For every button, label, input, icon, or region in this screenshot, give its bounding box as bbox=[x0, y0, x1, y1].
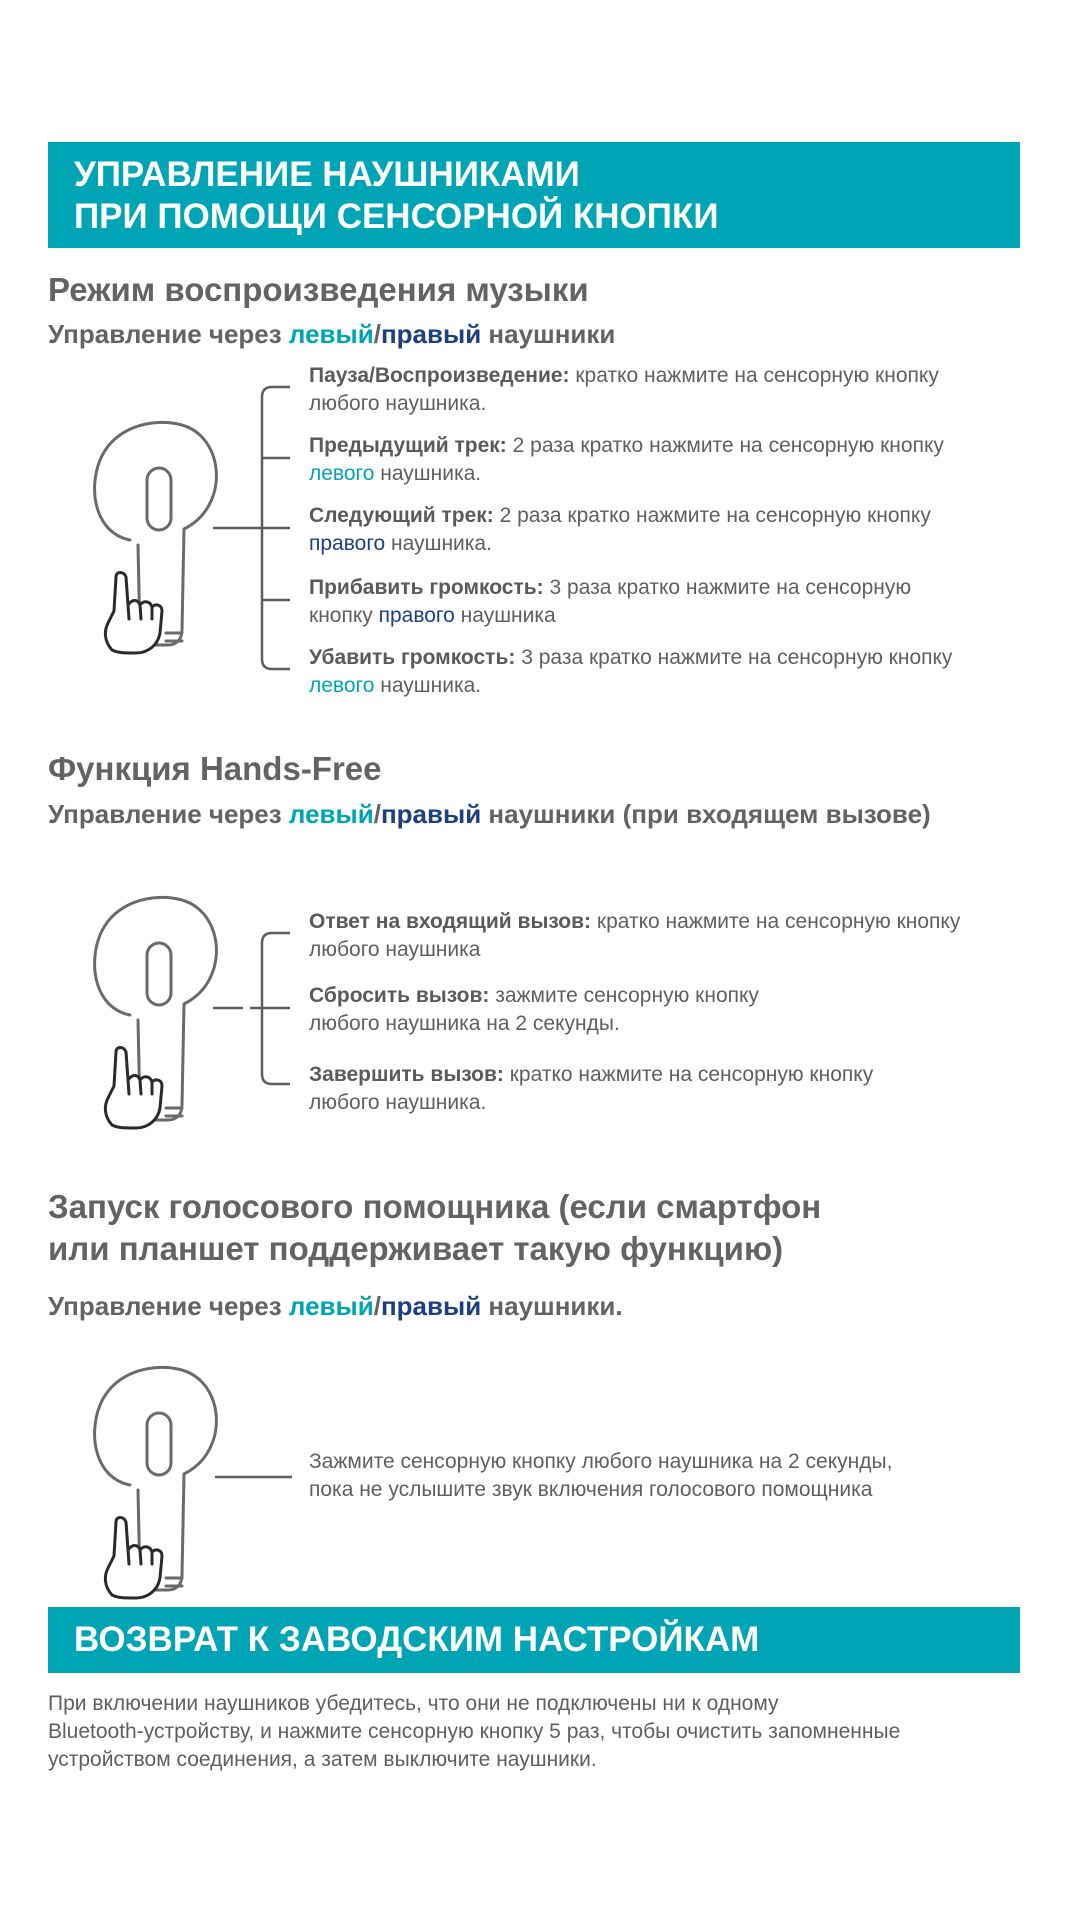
item-text-line2: наушника. bbox=[385, 532, 492, 555]
item-text-line2: наушника. bbox=[374, 674, 482, 697]
handsfree-section-title: Функция Hands-Free bbox=[48, 750, 382, 787]
reset-line-2: Bluetooth-устройству, и нажмите сенсорную кнопку 5 раз, чтобы очистить запомненные bbox=[48, 1720, 901, 1743]
item-text: кратко нажмите на сенсорную кнопку bbox=[591, 910, 961, 933]
item-text: кратко нажмите на сенсорную кнопку bbox=[569, 364, 939, 387]
music-section-title: Режим воспроизведения музыки bbox=[48, 271, 589, 308]
item-highlight-right: правого bbox=[378, 604, 455, 627]
item-text-line2: любого наушника. bbox=[309, 392, 487, 415]
item-text: кратко нажмите на сенсорную кнопку bbox=[503, 1063, 874, 1086]
subtitle-right-word: правый bbox=[380, 799, 482, 829]
item-label: Предыдущий трек: bbox=[309, 434, 507, 457]
subtitle-left-word: левый bbox=[288, 799, 374, 829]
header-title-line1: УПРАВЛЕНИЕ НАУШНИКАМИ bbox=[74, 155, 580, 194]
item-label: Сбросить вызов: bbox=[309, 984, 490, 1007]
item-text: 2 раза кратко нажмите на сенсорную кнопку bbox=[493, 504, 931, 527]
reset-banner: ВОЗВРАТ К ЗАВОДСКИМ НАСТРОЙКАМ bbox=[48, 1607, 1020, 1673]
item-text-line2: наушника bbox=[454, 604, 556, 627]
item-text: 3 раза кратко нажмите на сенсорную кнопку bbox=[515, 646, 953, 669]
item-text: 2 раза кратко нажмите на сенсорную кнопку bbox=[506, 434, 944, 457]
subtitle-prefix: Управление через bbox=[48, 319, 289, 349]
subtitle-slash: / bbox=[373, 799, 381, 829]
subtitle-left-word: левый bbox=[288, 319, 374, 349]
subtitle-right-word: правый bbox=[380, 1291, 482, 1321]
reset-paragraph bbox=[48, 1690, 900, 1774]
item-text: 3 раза кратко нажмите на сенсорную bbox=[543, 576, 912, 599]
item-text-line2: наушника. bbox=[374, 462, 482, 485]
subtitle-left-word: левый bbox=[288, 1291, 374, 1321]
subtitle-slash: / bbox=[373, 1291, 381, 1321]
item-text-line2: любого наушника. bbox=[309, 1091, 487, 1114]
voice-instruction-line1: Зажмите сенсорную кнопку любого наушника на 2 секунды, bbox=[309, 1450, 893, 1473]
item-label: Прибавить громкость: bbox=[309, 576, 544, 599]
item-label: Завершить вызов: bbox=[309, 1063, 504, 1086]
subtitle-prefix: Управление через bbox=[48, 1291, 289, 1321]
header-title-line2: ПРИ ПОМОЩИ СЕНСОРНОЙ КНОПКИ bbox=[74, 197, 719, 236]
item-label: Следующий трек: bbox=[309, 504, 494, 527]
item-highlight-left: левого bbox=[309, 674, 375, 697]
reset-line-3: устройством соединения, а затем выключите наушники. bbox=[48, 1748, 597, 1771]
item-label: Убавить громкость: bbox=[309, 646, 516, 669]
voice-instruction-line2: пока не услышите звук включения голосового помощника bbox=[309, 1478, 873, 1501]
reset-line-1: При включении наушников убедитесь, что они не подключены ни к одному bbox=[48, 1692, 779, 1715]
item-highlight-left: левого bbox=[309, 462, 375, 485]
item-text: зажмите сенсорную кнопку bbox=[489, 984, 759, 1007]
item-text-pre: кнопку bbox=[309, 604, 379, 627]
voice-instruction bbox=[309, 1448, 892, 1504]
voice-section-title-line1: Запуск голосового помощника (если смартфон bbox=[48, 1188, 822, 1225]
item-highlight-right: правого bbox=[309, 532, 386, 555]
item-label: Пауза/Воспроизведение: bbox=[309, 364, 570, 387]
item-label: Ответ на входящий вызов: bbox=[309, 910, 592, 933]
subtitle-suffix: наушники. bbox=[481, 1291, 623, 1321]
subtitle-suffix: наушники bbox=[481, 319, 616, 349]
subtitle-slash: / bbox=[373, 319, 381, 349]
voice-section-title-line2: или планшет поддерживает такую функцию) bbox=[48, 1230, 784, 1267]
item-text-line2: любого наушника bbox=[309, 938, 481, 961]
subtitle-suffix: наушники (при входящем вызове) bbox=[481, 799, 931, 829]
subtitle-right-word: правый bbox=[380, 319, 482, 349]
subtitle-prefix: Управление через bbox=[48, 799, 289, 829]
item-text-line2: любого наушника на 2 секунды. bbox=[309, 1012, 620, 1035]
